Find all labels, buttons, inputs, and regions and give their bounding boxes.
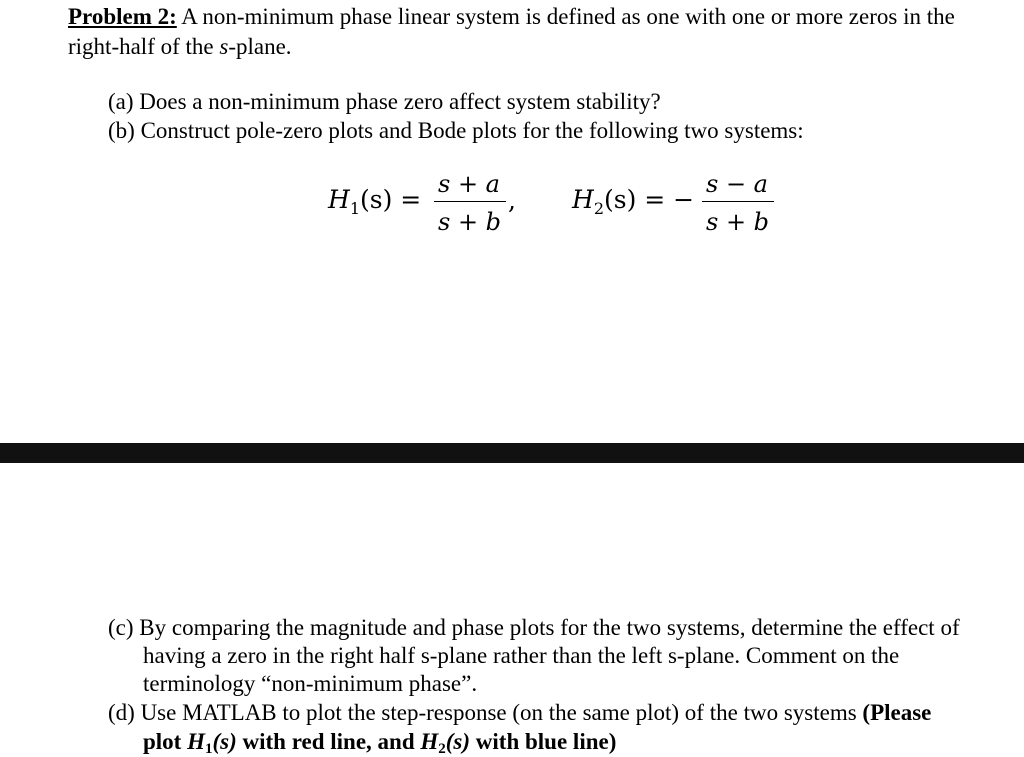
part-d-h2: H <box>420 729 439 754</box>
formula-h1-lhs <box>328 185 421 218</box>
intro-line2-pre: right-half of the <box>68 34 220 59</box>
part-c-line3: terminology “non-minimum phase”. <box>143 671 478 696</box>
part-d-h1-arg: (s) <box>212 729 237 754</box>
h1-subscript: 1 <box>349 199 360 218</box>
formula-h1-numerator: s + a <box>438 170 500 198</box>
part-a: (a) Does a non-minimum phase zero affect system stability? <box>108 89 661 114</box>
formula-h2-numerator: s − a <box>706 170 768 198</box>
problem-intro-line1 <box>68 3 955 31</box>
part-d-line2 <box>143 728 616 757</box>
part-c-line2: having a zero in the right half s-plane rather than the left s-plane. Comment on the <box>143 643 900 668</box>
intro-line2-post: -plane. <box>228 34 292 59</box>
part-d-red-line: with red line, and <box>236 729 421 754</box>
formula-h2-fraction-bar <box>702 201 774 202</box>
intro-s-variable: s <box>219 34 229 59</box>
formula-h1-comma: , <box>508 186 516 215</box>
h2-subscript: 2 <box>593 199 604 218</box>
problem-intro-line2 <box>68 33 292 61</box>
h2-symbol: H <box>572 185 594 214</box>
part-d-h1: H <box>187 729 205 754</box>
part-d-h2-sub: 2 <box>438 741 446 757</box>
part-d-h1-sub: 1 <box>204 741 213 757</box>
formula-h2-denominator: s + b <box>706 208 770 236</box>
part-d-blue-line: with blue line) <box>470 729 617 754</box>
part-d-bold-please: (Please <box>862 700 932 725</box>
h1-argument: (s) = <box>360 185 422 214</box>
formula-h1-denominator: s + b <box>438 208 502 236</box>
problem-intro-text: A non-minimum phase linear system is defined as one with one or more zeros in the <box>176 4 955 29</box>
problem-heading: Problem 2: <box>68 4 177 29</box>
part-c-line1: (c) By comparing the magnitude and phase plots for the two systems, determine the effect of <box>108 615 960 640</box>
part-d-line1 <box>108 699 931 727</box>
h1-symbol: H <box>328 185 350 214</box>
part-b: (b) Construct pole-zero plots and Bode plots for the following two systems: <box>108 118 804 143</box>
part-d-h2-arg: (s) <box>445 729 471 754</box>
formula-h1-fraction-bar <box>434 201 506 202</box>
separator-bar <box>0 443 1024 463</box>
part-d-text: (d) Use MATLAB to plot the step-response (on the same plot) of the two systems <box>108 700 863 725</box>
part-d-plot-word: plot <box>143 729 188 754</box>
formula-h2-lhs <box>572 185 694 218</box>
h2-argument: (s) = − <box>604 185 695 214</box>
